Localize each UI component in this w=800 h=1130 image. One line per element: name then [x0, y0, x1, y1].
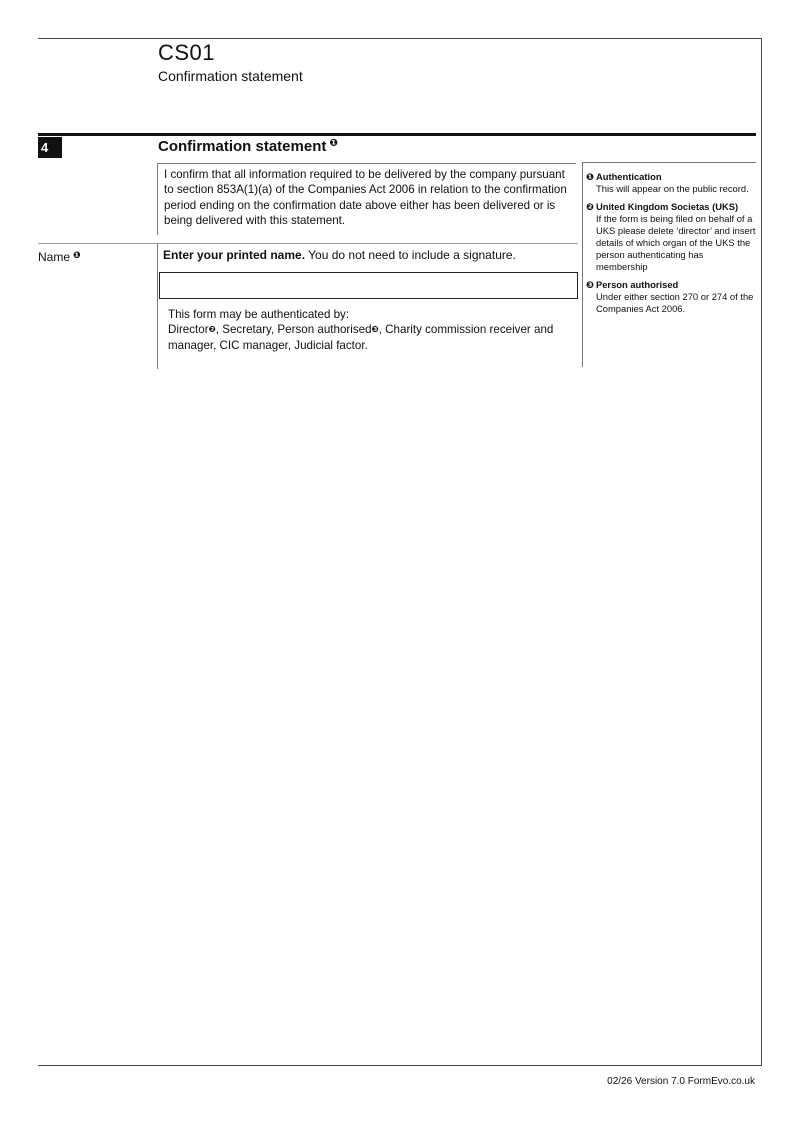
role-director: Director — [168, 323, 209, 337]
name-instruction-bold: Enter your printed name. — [163, 248, 306, 262]
roles-middle: , Secretary, Person authorised — [215, 323, 372, 337]
note-authentication — [586, 171, 756, 195]
name-label-text: Name — [38, 250, 71, 264]
notes-panel-top — [582, 162, 756, 163]
confirmation-box-top — [157, 163, 576, 164]
printed-name-input[interactable] — [159, 272, 578, 299]
authentication-roles — [168, 322, 573, 353]
page-frame-bottom — [38, 1065, 762, 1066]
name-label — [38, 250, 81, 264]
footer-version: 02/26 Version 7.0 FormEvo.co.uk — [607, 1076, 755, 1087]
note-title: Person authorised — [595, 279, 679, 290]
form-code: CS01 — [158, 40, 216, 65]
note-3-icon: ❸ — [586, 279, 594, 290]
authentication-intro: This form may be authenticated by: — [168, 308, 350, 321]
note-body: If the form is being filed on behalf of a UKS please delete ‘director’ and insert details of which organ of the UKS the person authenticating has membership — [596, 213, 756, 272]
note-body: This will appear on the public record. — [596, 183, 749, 194]
authentication-text — [168, 307, 573, 353]
page-frame-right — [761, 38, 762, 1066]
note-body: Under either section 270 or 274 of the Companies Act 2006. — [596, 291, 754, 314]
note-2-icon: ❷ — [586, 201, 594, 212]
form-title: Confirmation statement — [158, 68, 303, 84]
name-instruction — [163, 248, 516, 262]
note-1-icon: ❶ — [73, 250, 81, 260]
section-title — [158, 138, 338, 155]
note-2-icon: ❷ — [208, 324, 216, 335]
name-instruction-rest: You do not need to include a signature. — [305, 248, 516, 262]
notes-panel — [586, 171, 756, 321]
row-divider — [38, 243, 578, 244]
section-number-badge: 4 — [38, 137, 62, 158]
section-title-text: Confirmation statement — [158, 138, 327, 155]
note-3-icon: ❸ — [371, 324, 379, 335]
name-box-left — [157, 244, 158, 369]
note-1-icon: ❶ — [586, 171, 594, 182]
section-divider — [38, 133, 756, 136]
roles-rest: , Charity commission receiver and manager, CIC manager, Judicial factor. — [168, 323, 554, 352]
notes-panel-left — [582, 163, 583, 367]
page-frame-top — [38, 38, 762, 39]
note-title: Authentication — [595, 171, 662, 182]
note-person-authorised — [586, 279, 756, 315]
confirmation-box-left — [157, 163, 158, 235]
note-1-icon: ❶ — [329, 138, 338, 149]
note-title: United Kingdom Societas (UKS) — [595, 201, 739, 212]
note-uks — [586, 201, 756, 273]
confirmation-text: I confirm that all information required to be delivered by the company pursuant to section 853A(1)(a) of the Companies Act 2006 in relation to the confirmation period ending on the confirmation date above either has been delivered or is being delivered with this statement. — [164, 168, 567, 228]
